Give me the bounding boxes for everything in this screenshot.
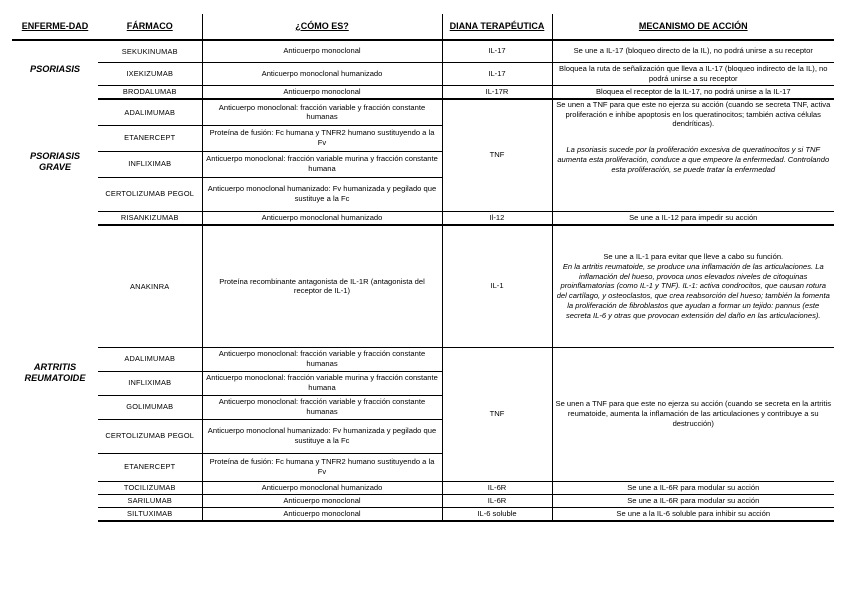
drug-cell: IXEKIZUMAB [98,62,202,85]
mechanism-cell: Se une a la IL-6 soluble para inhibir su acción [552,507,834,521]
type-cell: Anticuerpo monoclonal: fracción variable y fracción constante humanas [202,395,442,419]
table-row [12,62,834,85]
table-row [12,99,834,125]
table-row [12,85,834,99]
disease-artritis: ARTRITIS REUMATOIDE [24,361,86,383]
table-row [12,40,834,62]
mechanism-cell: Se une a IL-17 (bloqueo directo de la IL), no podrá unirse a su receptor [552,40,834,62]
drug-cell: ANAKINRA [98,225,202,347]
target-cell: IL-17R [442,85,552,99]
target-cell: IL-6 soluble [442,507,552,521]
target-cell: Il-12 [442,211,552,225]
header-target: DIANA TERAPÉUTICA [442,14,552,40]
mechanism-cell: Se une a IL-12 para impedir su acción [552,211,834,225]
target-cell: IL-6R [442,494,552,507]
drug-cell: ETANERCEPT [98,453,202,481]
mechanism-cell: Se une a IL-6R para modular su acción [552,481,834,494]
type-cell: Anticuerpo monoclonal: fracción variable murina y fracción constante humana [202,151,442,177]
target-cell-tnf: TNF [442,99,552,211]
type-cell: Proteína de fusión: Fc humana y TNFR2 humano sustituyendo a la Fv [202,453,442,481]
drug-cell: SILTUXIMAB [98,507,202,521]
type-cell: Proteína de fusión: Fc humana y TNFR2 humano sustituyendo a la Fv [202,125,442,151]
mechanism-text-italic: La psoriasis sucede por la proliferación excesiva de queratinocitos y si TNF aumenta esta proliferación, conduce a que empeore la enfermedad. Controlando esta proliferación, se puede tratar la enfermedad [557,145,830,174]
type-cell: Anticuerpo monoclonal: fracción variable y fracción constante humanas [202,347,442,371]
header-row [12,14,834,40]
drug-cell: ADALIMUMAB [98,347,202,371]
disease-psoriasis: PSORIASIS [29,64,81,75]
table-row [12,211,834,225]
mechanism-cell: Bloquea la ruta de señalización que lleva a IL-17 (bloqueo indirecto de la IL), no podrá unirse a su receptor [552,62,834,85]
type-cell: Anticuerpo monoclonal [202,40,442,62]
target-cell: IL-17 [442,62,552,85]
drug-table [12,14,834,522]
target-cell: IL-1 [442,225,552,347]
type-cell: Anticuerpo monoclonal: fracción variable y fracción constante humanas [202,99,442,125]
drug-cell: TOCILIZUMAB [98,481,202,494]
type-cell: Anticuerpo monoclonal [202,507,442,521]
mechanism-cell: Se une a IL-6R para modular su acción [552,494,834,507]
target-cell: IL-6R [442,481,552,494]
target-cell-tnf: TNF [442,347,552,481]
mechanism-text: Se unen a TNF para que este no ejerza su acción (cuando se secreta TNF, activa proliferación e inhibe apoptosis en los queratinocitos; también activa células dendríticas). [556,100,831,129]
type-cell: Anticuerpo monoclonal [202,494,442,507]
target-cell: IL-17 [442,40,552,62]
mechanism-cell: Bloquea el receptor de la IL-17, no podrá unirse a la IL-17 [552,85,834,99]
header-drug: FÁRMACO [98,14,202,40]
drug-cell: BRODALUMAB [98,85,202,99]
header-disease: ENFERME-DAD [12,14,98,40]
header-what: ¿CÓMO ES? [202,14,442,40]
drug-cell: ADALIMUMAB [98,99,202,125]
drug-cell: INFLIXIMAB [98,371,202,395]
type-cell: Anticuerpo monoclonal humanizado: Fv humanizada y pegilado que sustituye a la Fc [202,419,442,453]
table-row [12,494,834,507]
disease-psoriasis-grave: PSORIASIS GRAVE [29,150,81,172]
drug-cell: CERTOLIZUMAB PEGOL [98,419,202,453]
mechanism-cell-tnf: Se unen a TNF para que este no ejerza su acción (cuando se secreta en la artritis reumatoide, aumenta la inflamación de las articulaciones y contribuye a su destrucción) [552,347,834,481]
table-row [12,481,834,494]
mechanism-cell-anakinra [552,225,834,347]
type-cell: Anticuerpo monoclonal humanizado [202,62,442,85]
type-cell: Anticuerpo monoclonal humanizado [202,211,442,225]
table-row [12,347,834,371]
mechanism-cell-tnf [552,99,834,211]
drug-cell: SEKUKINUMAB [98,40,202,62]
type-cell: Anticuerpo monoclonal humanizado [202,481,442,494]
type-cell: Anticuerpo monoclonal humanizado: Fv humanizada y pegilado que sustituye a la Fc [202,177,442,211]
table-row [12,225,834,347]
drug-cell: INFLIXIMAB [98,151,202,177]
drug-cell: SARILUMAB [98,494,202,507]
header-mechanism: MECANISMO DE ACCIÓN [552,14,834,40]
table-row [12,507,834,521]
drug-cell: ETANERCEPT [98,125,202,151]
drug-cell: CERTOLIZUMAB PEGOL [98,177,202,211]
type-cell: Proteína recombinante antagonista de IL-1R (antagonista del receptor de IL-1) [202,225,442,347]
drug-cell: RISANKIZUMAB [98,211,202,225]
drug-cell: GOLIMUMAB [98,395,202,419]
mechanism-text: Se une a IL-1 para evitar que lleve a cabo su función. [603,252,784,262]
type-cell: Anticuerpo monoclonal: fracción variable murina y fracción constante humana [202,371,442,395]
type-cell: Anticuerpo monoclonal [202,85,442,99]
mechanism-text-italic: En la artritis reumatoide, se produce una inflamación de las articulaciones. La inflamación del hueso, provoca unos elevados niveles de citoquinas proinflamatorias (como IL-1 y TNF). IL-1: activa condrocitos, que causan rotura del cartílago, y osteoclastos, que crea reabsorción del hueso; también la fomenta la proliferación de fibroblastos que ayudan a formar un tejido: pannus (este secreta IL-6 y otras que provocan extensión del daño en las articulaciones). [556,261,830,320]
